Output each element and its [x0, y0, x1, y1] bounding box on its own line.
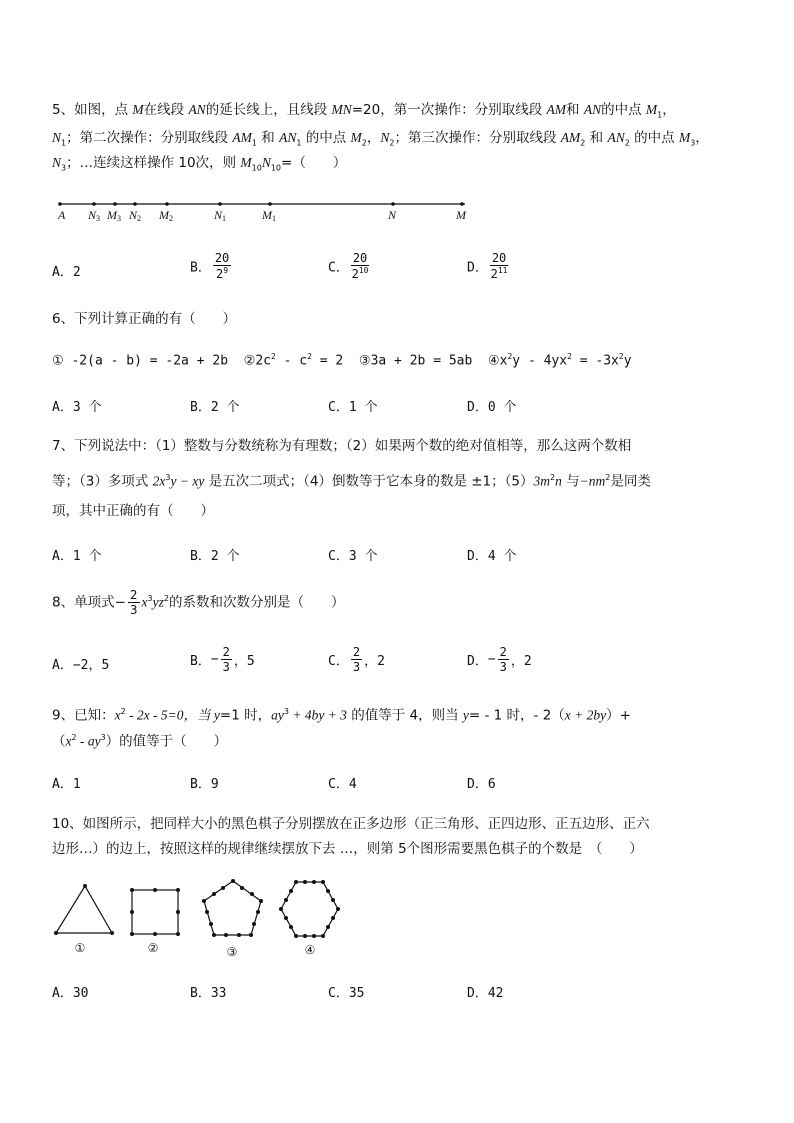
q5-stem-line2: $N_1$；第二次操作：分别取线段 $AM_1$ 和 $AN_1$ 的中点 $M_2$，$N_2$；第三次操作：分别取线段 $AM_2$ 和 $AN_2$ 的中点 $M_3$，: [52, 130, 709, 148]
q9-stem-line1: 9、已知：$x^2 - 2x - 5=0$，当 y=1 时，$ay^3 + 4by + 3$ 的值等于 4，则当 y= - 1 时，- 2（x + 2by）+: [52, 707, 631, 724]
square-figure: [132, 890, 178, 934]
q7-stem-line2: 等；（3）多项式 $2x^3y$ − xy 是五次二项式；（4）倒数等于它本身的数是 ±1；$(5)3m^2n$ 与$-nm^2$是同类: [52, 473, 651, 490]
q6-expressions: ① -2(a - b) = -2a + 2b $②2c^2 - c^2 = 2$ ③3a + 2b = 5ab $④x^2y - 4yx^2 = -3x^2y$: [52, 352, 632, 369]
triangle-figure: [56, 886, 112, 933]
q10-option-c[interactable]: C．35: [328, 986, 365, 1001]
q8-option-d[interactable]: D．− $\frac{2}{3}$ ，2: [467, 645, 532, 674]
label-A: A: [58, 208, 66, 222]
q8-stem: 8、单项式− $\frac{2}{3}$ $x^3yz^2$的系数和次数分别是（ ）: [52, 588, 345, 617]
q6-option-c[interactable]: C．1 个: [328, 400, 378, 415]
figure-label-2: ②: [147, 941, 159, 955]
q6-option-b[interactable]: B．2 个: [190, 400, 240, 415]
chess-pieces: [54, 879, 340, 938]
q9-option-a[interactable]: A．1: [52, 777, 81, 792]
q8-option-b[interactable]: B．− $\frac{2}{3}$ ，5: [190, 645, 255, 674]
q8-option-c[interactable]: C． $\frac{2}{3}$ ，2: [328, 645, 385, 674]
label-N1: N1: [214, 208, 227, 223]
q5-option-a[interactable]: A．2: [52, 265, 81, 280]
q10-option-a[interactable]: A．30: [52, 986, 89, 1001]
point-N3: [92, 202, 96, 206]
label-N: N: [388, 208, 397, 222]
q5-option-b[interactable]: B． $\frac{20}{2^9}$: [190, 251, 230, 281]
q6-option-d[interactable]: D．0 个: [467, 400, 517, 415]
q5-stem-line3: $N_3$；…连续这样操作 10次，则 $M_{10}N_{10}=$（ ）: [52, 155, 347, 173]
label-M2: M2: [159, 208, 173, 223]
polygon-figures: [50, 876, 350, 961]
q6-stem: 6、下列计算正确的有（ ）: [52, 311, 237, 327]
q7-stem-line1: 7、下列说法中：（1）整数与分数统称为有理数；（2）如果两个数的绝对值相等，那么这两个数相: [52, 438, 632, 454]
point-N2: [133, 202, 137, 206]
label-M3: M3: [107, 208, 121, 223]
figure-label-3: ③: [226, 945, 238, 959]
point-M1: [268, 202, 272, 206]
figure-label-4: ④: [304, 943, 316, 957]
pentagon-figure: [204, 881, 261, 935]
point-N1: [218, 202, 222, 206]
q5-stem-line1: 5、如图，点 M在线段 AN的延长线上，且线段 MN=20，第一次操作：分别取线段 AM和 AN的中点 $M_1$，: [52, 102, 676, 120]
q7-option-c[interactable]: C．3 个: [328, 549, 378, 564]
q7-option-d[interactable]: D．4 个: [467, 549, 517, 564]
q5-option-c[interactable]: C． $\frac{20}{2^{10}}$: [328, 251, 369, 281]
segment-diagram: [50, 196, 480, 226]
q9-stem-line2: $(x^2 - ay^3)$的值等于（ ）: [52, 733, 228, 750]
label-M1: M1: [262, 208, 276, 223]
q9-option-b[interactable]: B．9: [190, 777, 219, 792]
label-M: M: [456, 208, 466, 222]
q10-option-d[interactable]: D．42: [467, 986, 504, 1001]
q7-option-a[interactable]: A．1 个: [52, 549, 102, 564]
q7-option-b[interactable]: B．2 个: [190, 549, 240, 564]
q10-stem-line1: 10、如图所示，把同样大小的黑色棋子分别摆放在正多边形（正三角形、正四边形、正五边形、正六: [52, 816, 650, 832]
point-N: [391, 202, 395, 206]
label-N2: N2: [129, 208, 142, 223]
point-M2: [165, 202, 169, 206]
point-M3: [113, 202, 117, 206]
q5-option-d[interactable]: D． $\frac{20}{2^{11}}$: [467, 251, 508, 281]
q10-stem-line2: 边形…）的边上，按照这样的规律继续摆放下去 …，则第 5个图形需要黑色棋子的个数是 （ ）: [52, 841, 643, 857]
figure-label-1: ①: [74, 941, 86, 955]
q6-option-a[interactable]: A．3 个: [52, 400, 102, 415]
q9-option-d[interactable]: D．6: [467, 777, 496, 792]
point-A: [58, 202, 62, 206]
q9-option-c[interactable]: C．4: [328, 777, 357, 792]
q7-stem-line3: 项，其中正确的有（ ）: [52, 503, 214, 519]
point-M: [460, 202, 464, 206]
label-N3: N3: [88, 208, 101, 223]
q10-option-b[interactable]: B．33: [190, 986, 227, 1001]
q8-option-a[interactable]: A．−2，5: [52, 658, 110, 673]
